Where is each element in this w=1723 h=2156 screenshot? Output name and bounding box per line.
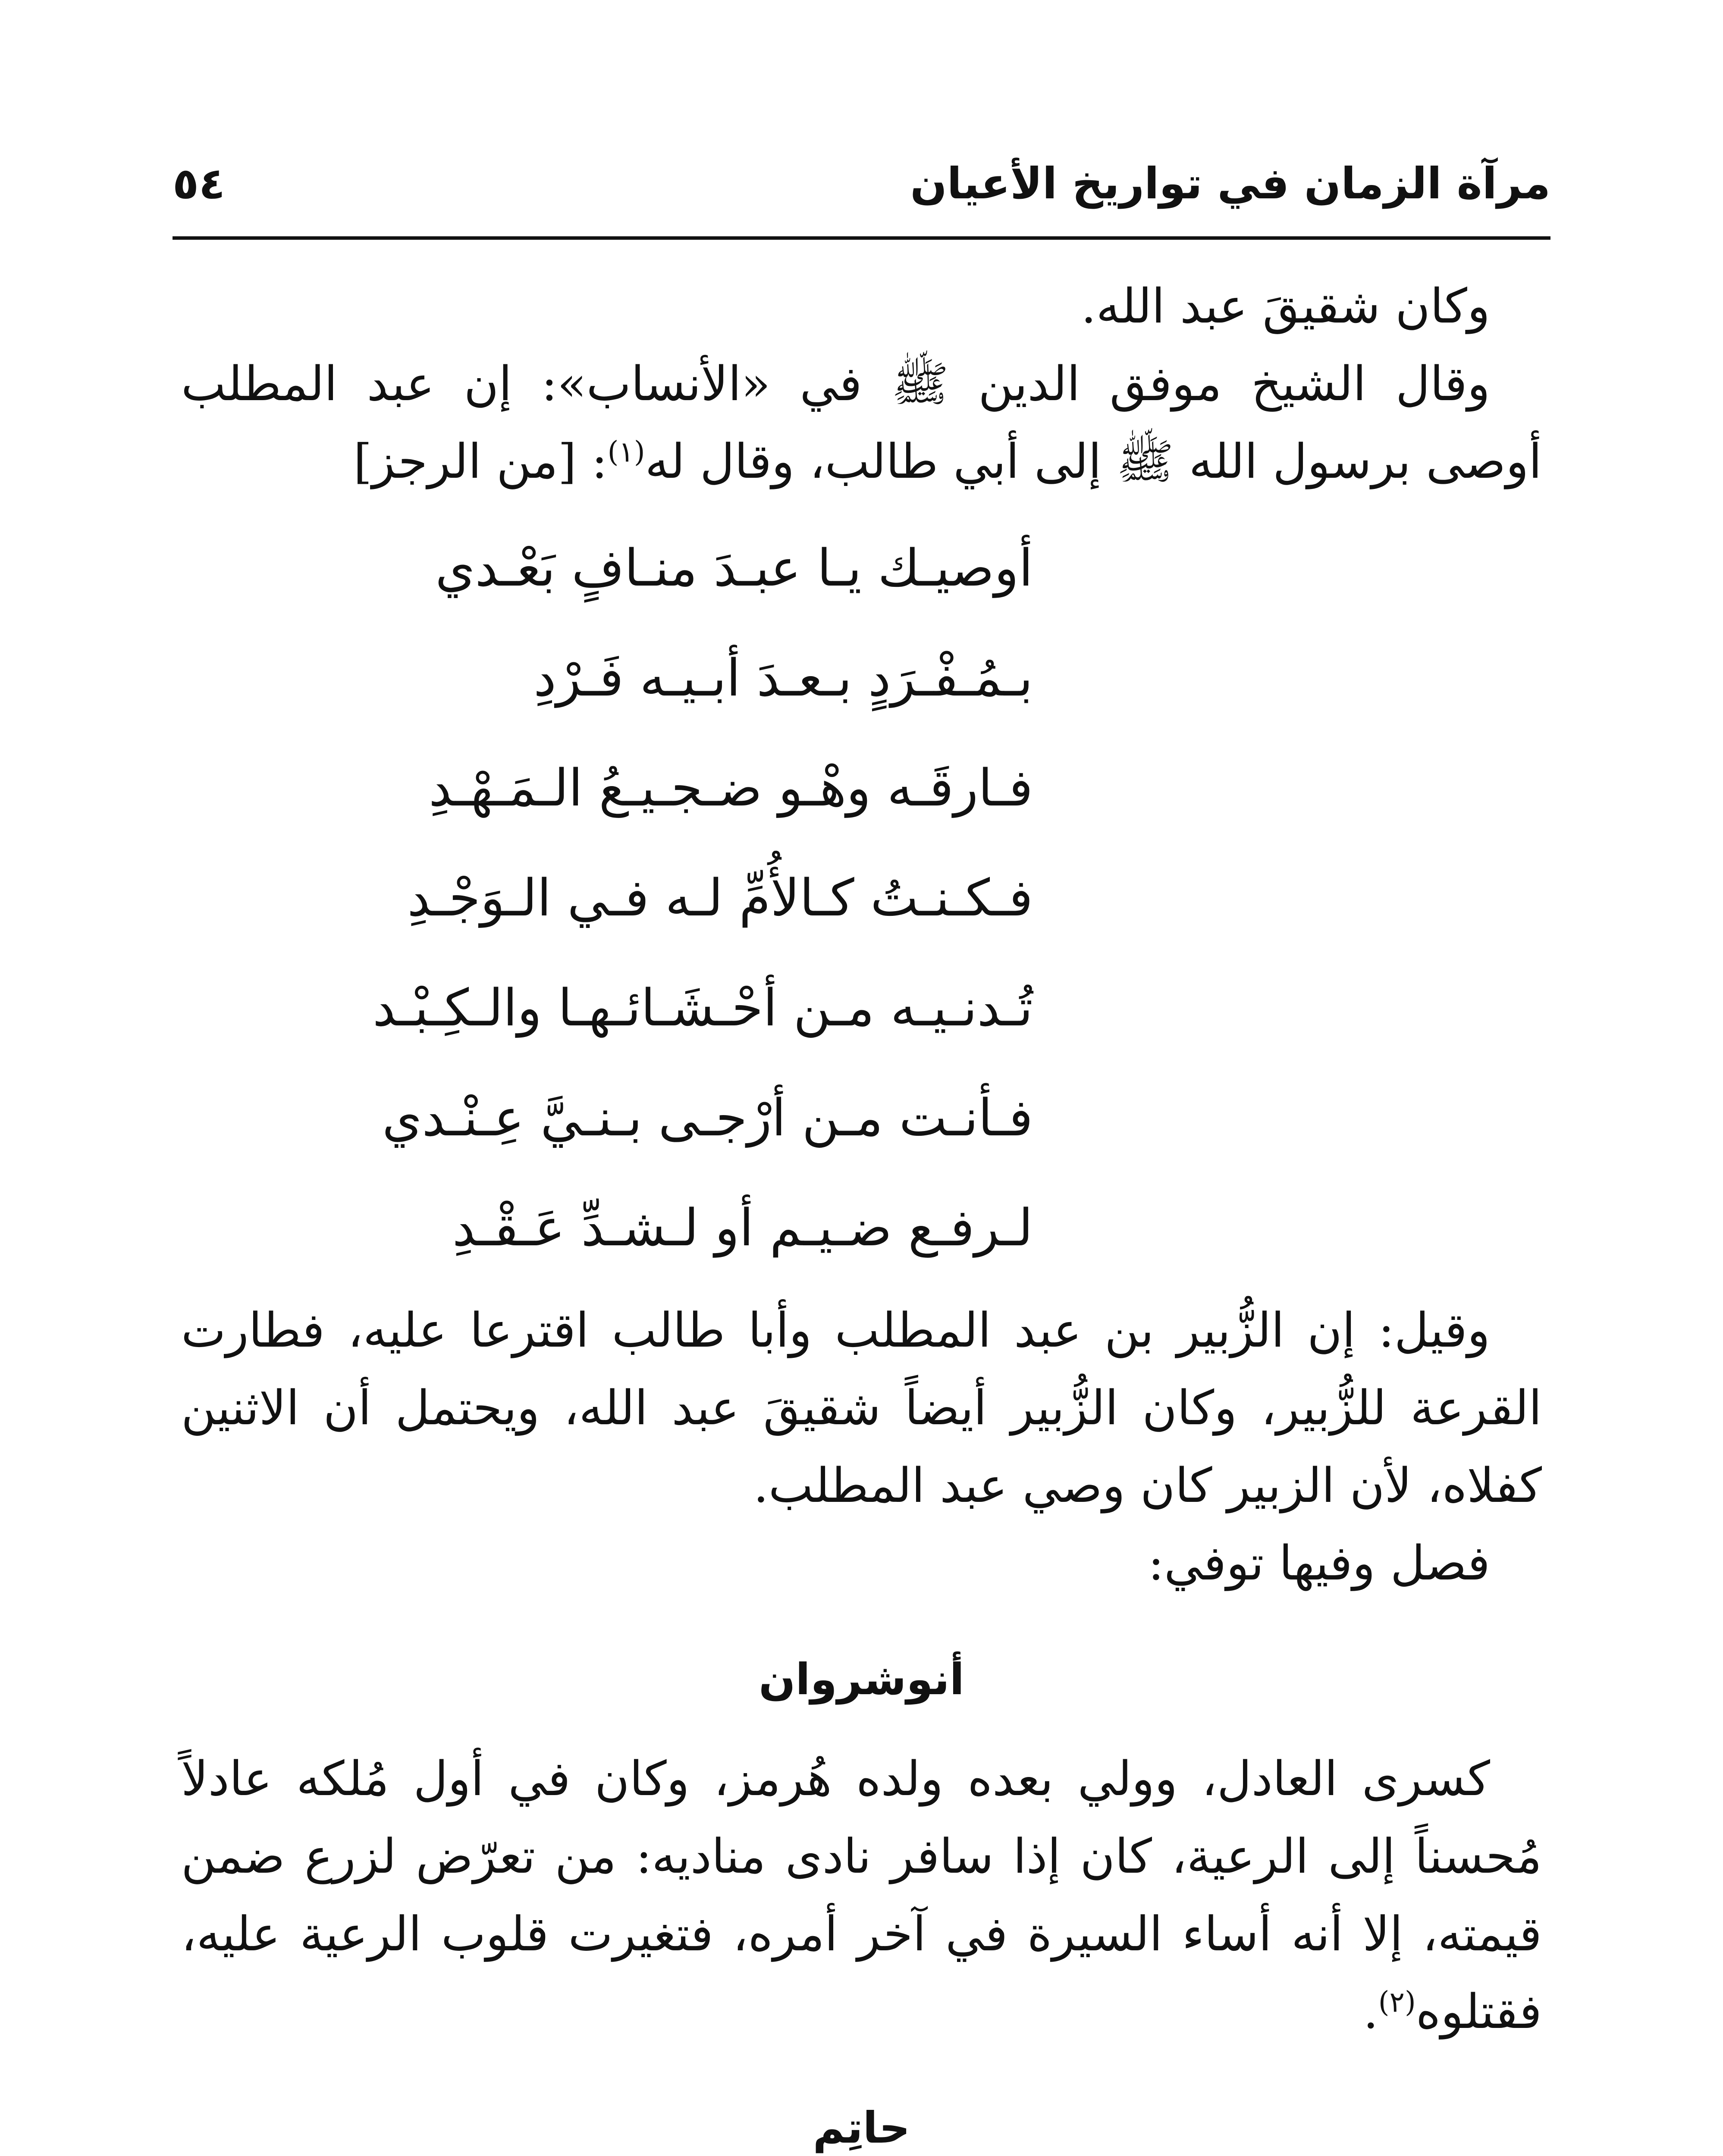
poem-verse: تُـدنـيـه مـن أحْـشَـائـهـا والـكِـبْـد [373,978,1033,1037]
paragraph [181,1740,1542,2050]
paragraph-text: : [من الرجز] [353,434,608,489]
poem-verse: بـمُـفْـرَدٍ بـعـدَ أبـيـه فَـرْدِ [534,648,1033,708]
paragraph: وقيل: إن الزُّبير بن عبد المطلب وأبا طالب اقترعا عليه، فطارت القرعة للزُّبير، وكان الزُّبير أيضاً شقيقَ عبد الله، ويحتمل أن الاثنين كفلاه، لأن الزبير كان وصي عبد المطلب. [181,1303,1542,1513]
section-heading: أنوشروان [759,1654,964,1705]
book-title: مرآة الزمان في تواريخ الأعيان [910,158,1550,209]
running-header [173,142,1550,224]
poem-verse: لـرفـع ضـيـم أو لـشـدِّ عَـقْـدِ [452,1198,1033,1257]
poem [181,513,1542,1283]
paragraph: فصل وفيها توفي: [1148,1536,1490,1591]
poem-verse: فـأنـت مـن أرْجـى بـنـيَّ عِـنْـدي [382,1088,1033,1147]
main-text [181,267,1542,2156]
paragraph-text: كسرى العادل، وولي بعده ولده هُرمز، وكان في أول مُلكه عادلاً مُحسناً إلى الرعية، كان إذا سافر نادى مناديه: من تعرّض لزرع ضمن قيمته، إلا أنه أساء السيرة في آخر أمره، فتغيرت قلوب الرعية عليه، فقتلوه [181,1751,1542,2039]
paragraph-text: وقال الشيخ موفق الدين ﷺ في «الأنساب»: إن عبد المطلب أوصى برسول الله ﷺ إلى أبي طالب، وقال له [181,356,1542,489]
paragraph-text: . [1363,1984,1378,2039]
poem-verse: أوصيـك يـا عبـدَ منـافٍ بَعْـدي [435,538,1033,598]
page-number: ٥٤ [173,158,226,209]
poem-verse: فـارقَـه وهْـو ضـجـيـعُ الـمَـهْـدِ [429,758,1033,818]
paragraph [181,345,1542,500]
poem-verse: فـكـنـتُ كـالأُمِّ لـه فـي الـوَجْـدِ [407,868,1033,928]
footnote-ref: (١) [607,435,645,469]
paragraph: وكان شقيقَ عبد الله. [1081,279,1490,334]
footnote-ref: (٢) [1378,1985,1416,2019]
header-divider [173,236,1550,240]
section-heading: حاتِم [813,2103,910,2153]
